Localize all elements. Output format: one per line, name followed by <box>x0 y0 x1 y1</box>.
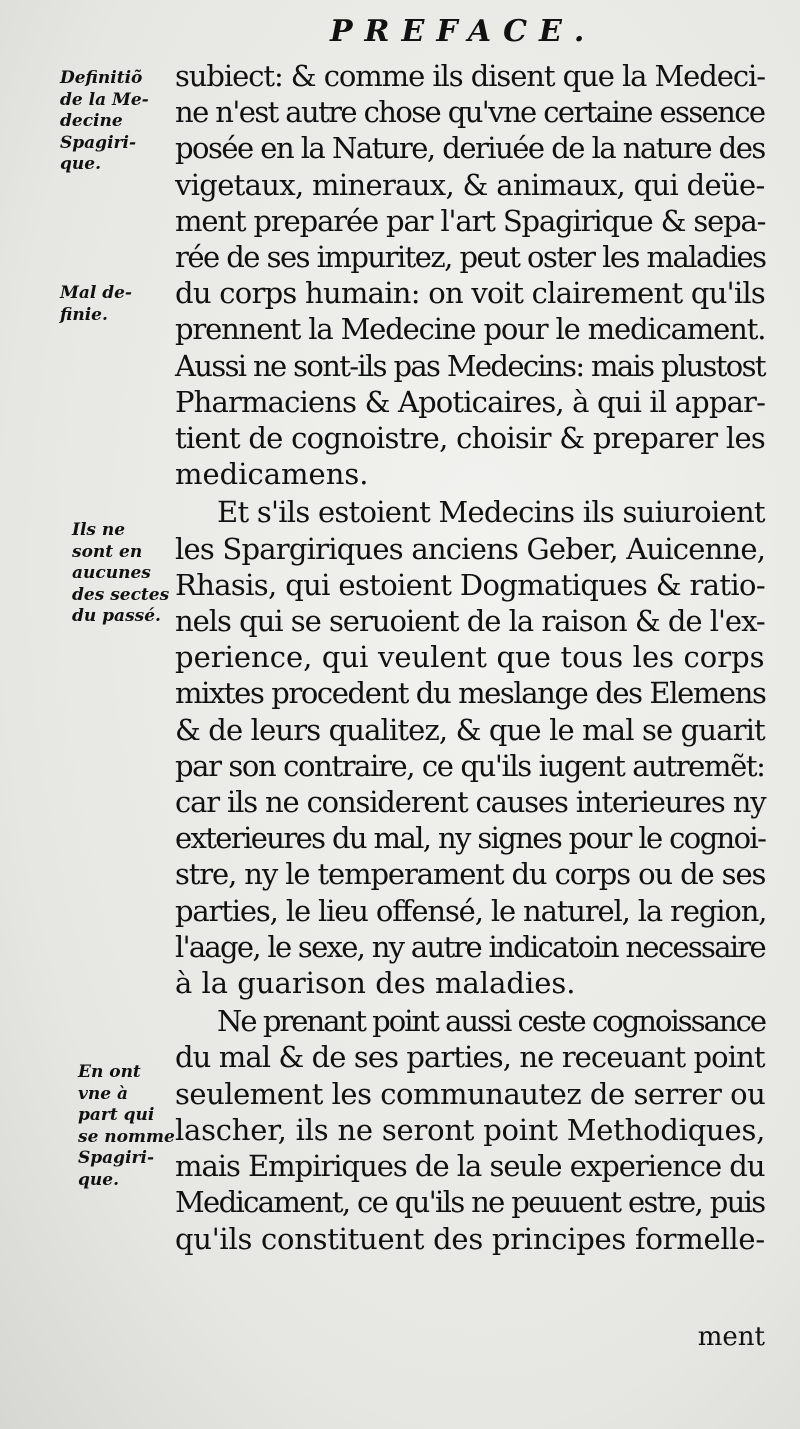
catchword: ment <box>697 1322 765 1352</box>
text-line: tient de cognoistre, choisir & preparer les <box>175 421 766 456</box>
margin-note-line: finie. <box>60 304 108 325</box>
margin-note-line: sont en <box>72 541 143 562</box>
text-line: Pharmaciens & Apoticaires, à qui il appar- <box>175 384 766 419</box>
text-line: qu'ils constituent des principes formelle- <box>175 1221 765 1256</box>
text-line: subiect: & comme ils disent que la Medeci- <box>175 59 765 93</box>
text-line: nels qui se seruoient de la raison & de l'ex- <box>175 604 765 639</box>
margin-note-line: En ont <box>78 1062 141 1082</box>
margin-note-line: Ils ne <box>72 520 126 540</box>
body-text <box>175 58 765 1257</box>
margin-note-definition <box>60 68 175 176</box>
margin-note-line: du passé. <box>72 606 161 626</box>
text-line: à la guarison des maladies. <box>175 966 576 1001</box>
text-line: les Spargiriques anciens Geber, Auicenne, <box>175 531 766 566</box>
text-line: l'aage, le sexe, ny autre indicatoin necessaire <box>175 929 765 964</box>
text-line: mixtes procedent du meslange des Elemens <box>175 676 766 711</box>
text-line: exterieures du mal, ny signes pour le cognoi- <box>175 821 766 856</box>
margin-note-line: Spagiri- <box>78 1148 154 1168</box>
margin-note-line: que. <box>78 1169 119 1190</box>
margin-note-line: que. <box>60 154 101 174</box>
text-line: ment preparée par l'art Spagirique & sepa- <box>175 203 766 238</box>
paragraph-start-line: Et s'ils estoient Medecins ils suiuroient <box>217 495 765 530</box>
text-line: parties, le lieu offensé, le naturel, la region, <box>175 893 767 928</box>
paragraph-start-line: Ne prenant point aussi ceste cognoissance <box>217 1004 766 1039</box>
margin-note-line: se nomme <box>78 1126 175 1147</box>
text-line: Rhasis, qui estoient Dogmatiques & ratio- <box>175 567 766 602</box>
text-line: prennent la Medecine pour le medicament. <box>175 312 766 347</box>
text-line: posée en la Nature, deriuée de la nature des <box>175 131 765 166</box>
margin-note-line: vne à <box>78 1083 128 1104</box>
margin-note-mal-definie <box>60 283 175 326</box>
text-line: medicamens. <box>175 457 369 492</box>
margin-note-line: de la Me- <box>60 89 149 110</box>
text-line: du corps humain: on voit clairement qu'ils <box>175 276 766 311</box>
text-line: Medicament, ce qu'ils ne peuuent estre, puis <box>175 1185 765 1220</box>
text-line: lascher, ils ne seront point Methodiques, <box>175 1112 766 1147</box>
text-line: stre, ny le temperament du corps ou de ses <box>175 857 766 892</box>
text-line: du mal & de ses parties, ne receuant point <box>175 1040 765 1075</box>
margin-note-line: des sectes <box>72 584 170 605</box>
text-line: vigetaux, mineraux, & animaux, qui deüe- <box>175 167 765 202</box>
margin-note-line: part qui <box>78 1105 155 1125</box>
margin-note-line: Spagiri- <box>60 132 136 153</box>
text-line: par son contraire, ce qu'ils iugent autremẽt: <box>175 748 765 783</box>
text-line: Aussi ne sont-ils pas Medecins: mais plustost <box>175 348 765 383</box>
margin-note-line: aucunes <box>72 563 151 583</box>
text-line: & de leurs qualitez, & que le mal se guarit <box>175 712 765 747</box>
margin-note-line: Definitiõ <box>60 68 143 88</box>
running-header: PREFACE. <box>330 14 597 49</box>
margin-note-sectes <box>72 520 187 628</box>
margin-note-line: decine <box>60 111 123 131</box>
text-line: mais Empiriques de la seule experience du <box>175 1149 765 1184</box>
text-line: ne n'est autre chose qu'vne certaine essence <box>175 95 765 130</box>
text-line: perience, qui veulent que tous les corps <box>175 640 765 675</box>
text-line: seulement les communautez de serrer ou <box>175 1076 766 1111</box>
text-line: car ils ne considerent causes interieures ny <box>175 785 766 820</box>
text-line: rée de ses impuritez, peut oster les maladies <box>175 240 766 275</box>
margin-note-line: Mal de- <box>60 283 132 303</box>
